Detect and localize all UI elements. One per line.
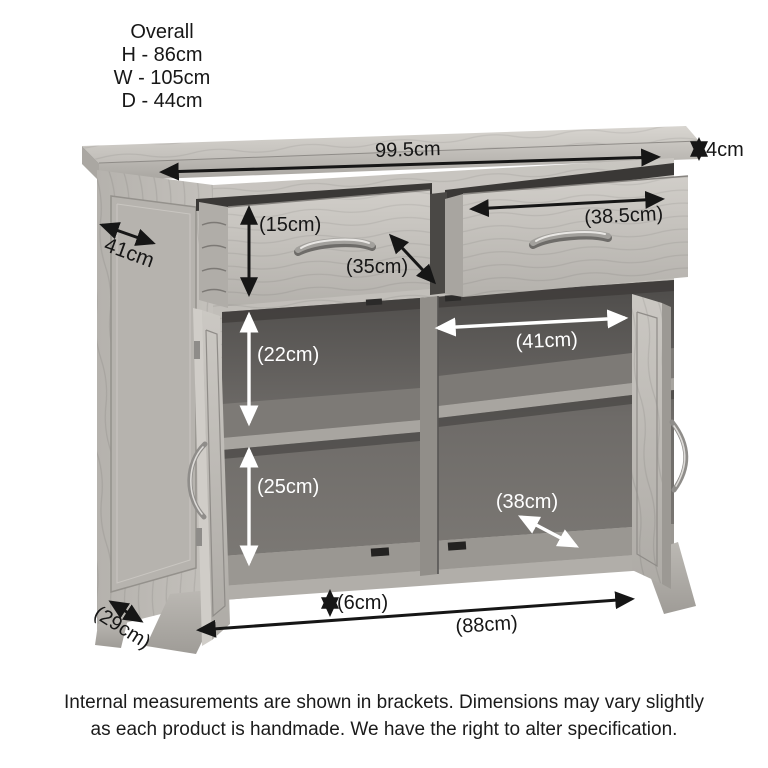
right-drawer-side xyxy=(445,194,463,297)
dim-top-thickness xyxy=(699,139,744,161)
dim-drawer-height-label: (15cm) xyxy=(259,214,322,236)
disclaimer-line-1: Internal measurements are shown in brackets. Dimensions may vary slightly xyxy=(64,692,704,713)
disclaimer-text xyxy=(0,689,768,743)
dim-plinth-clearance xyxy=(330,592,388,614)
left-door-hinge-lower xyxy=(196,528,202,546)
dim-drawer-depth-label: (35cm) xyxy=(345,256,409,278)
dim-top-thickness-label: 4cm xyxy=(706,139,744,161)
disclaimer-line-2: as each product is handmade. We have the right to alter specification. xyxy=(90,719,678,740)
door-hinge-plate-left xyxy=(366,298,382,305)
dim-base-depth-label: (29cm) xyxy=(89,602,155,654)
dim-top-width-label: 99.5cm xyxy=(374,137,441,163)
overall-title: Overall xyxy=(130,21,194,43)
overall-height: H - 86cm xyxy=(121,44,203,66)
dim-plinth-clearance-label: (6cm) xyxy=(337,592,389,614)
dim-lower-compartment-height-label: (25cm) xyxy=(257,476,320,498)
floor-bracket-right xyxy=(448,541,467,550)
right-door-edge xyxy=(662,303,671,589)
dim-drawer-width-label: (38.5cm) xyxy=(583,202,664,230)
dim-base-width-label: (88cm) xyxy=(454,612,519,638)
dim-base-width xyxy=(199,599,632,638)
dim-internal-width-label: (41cm) xyxy=(515,328,579,354)
dim-upper-compartment-height-label: (22cm) xyxy=(257,344,320,366)
floor-bracket-left xyxy=(371,547,390,556)
dim-side-depth-label: 41cm xyxy=(101,233,158,273)
left-door-hinge xyxy=(194,341,200,359)
dim-internal-depth-label: (38cm) xyxy=(495,491,559,513)
overall-width: W - 105cm xyxy=(113,67,211,89)
central-divider xyxy=(420,296,438,576)
overall-depth: D - 44cm xyxy=(121,90,203,112)
